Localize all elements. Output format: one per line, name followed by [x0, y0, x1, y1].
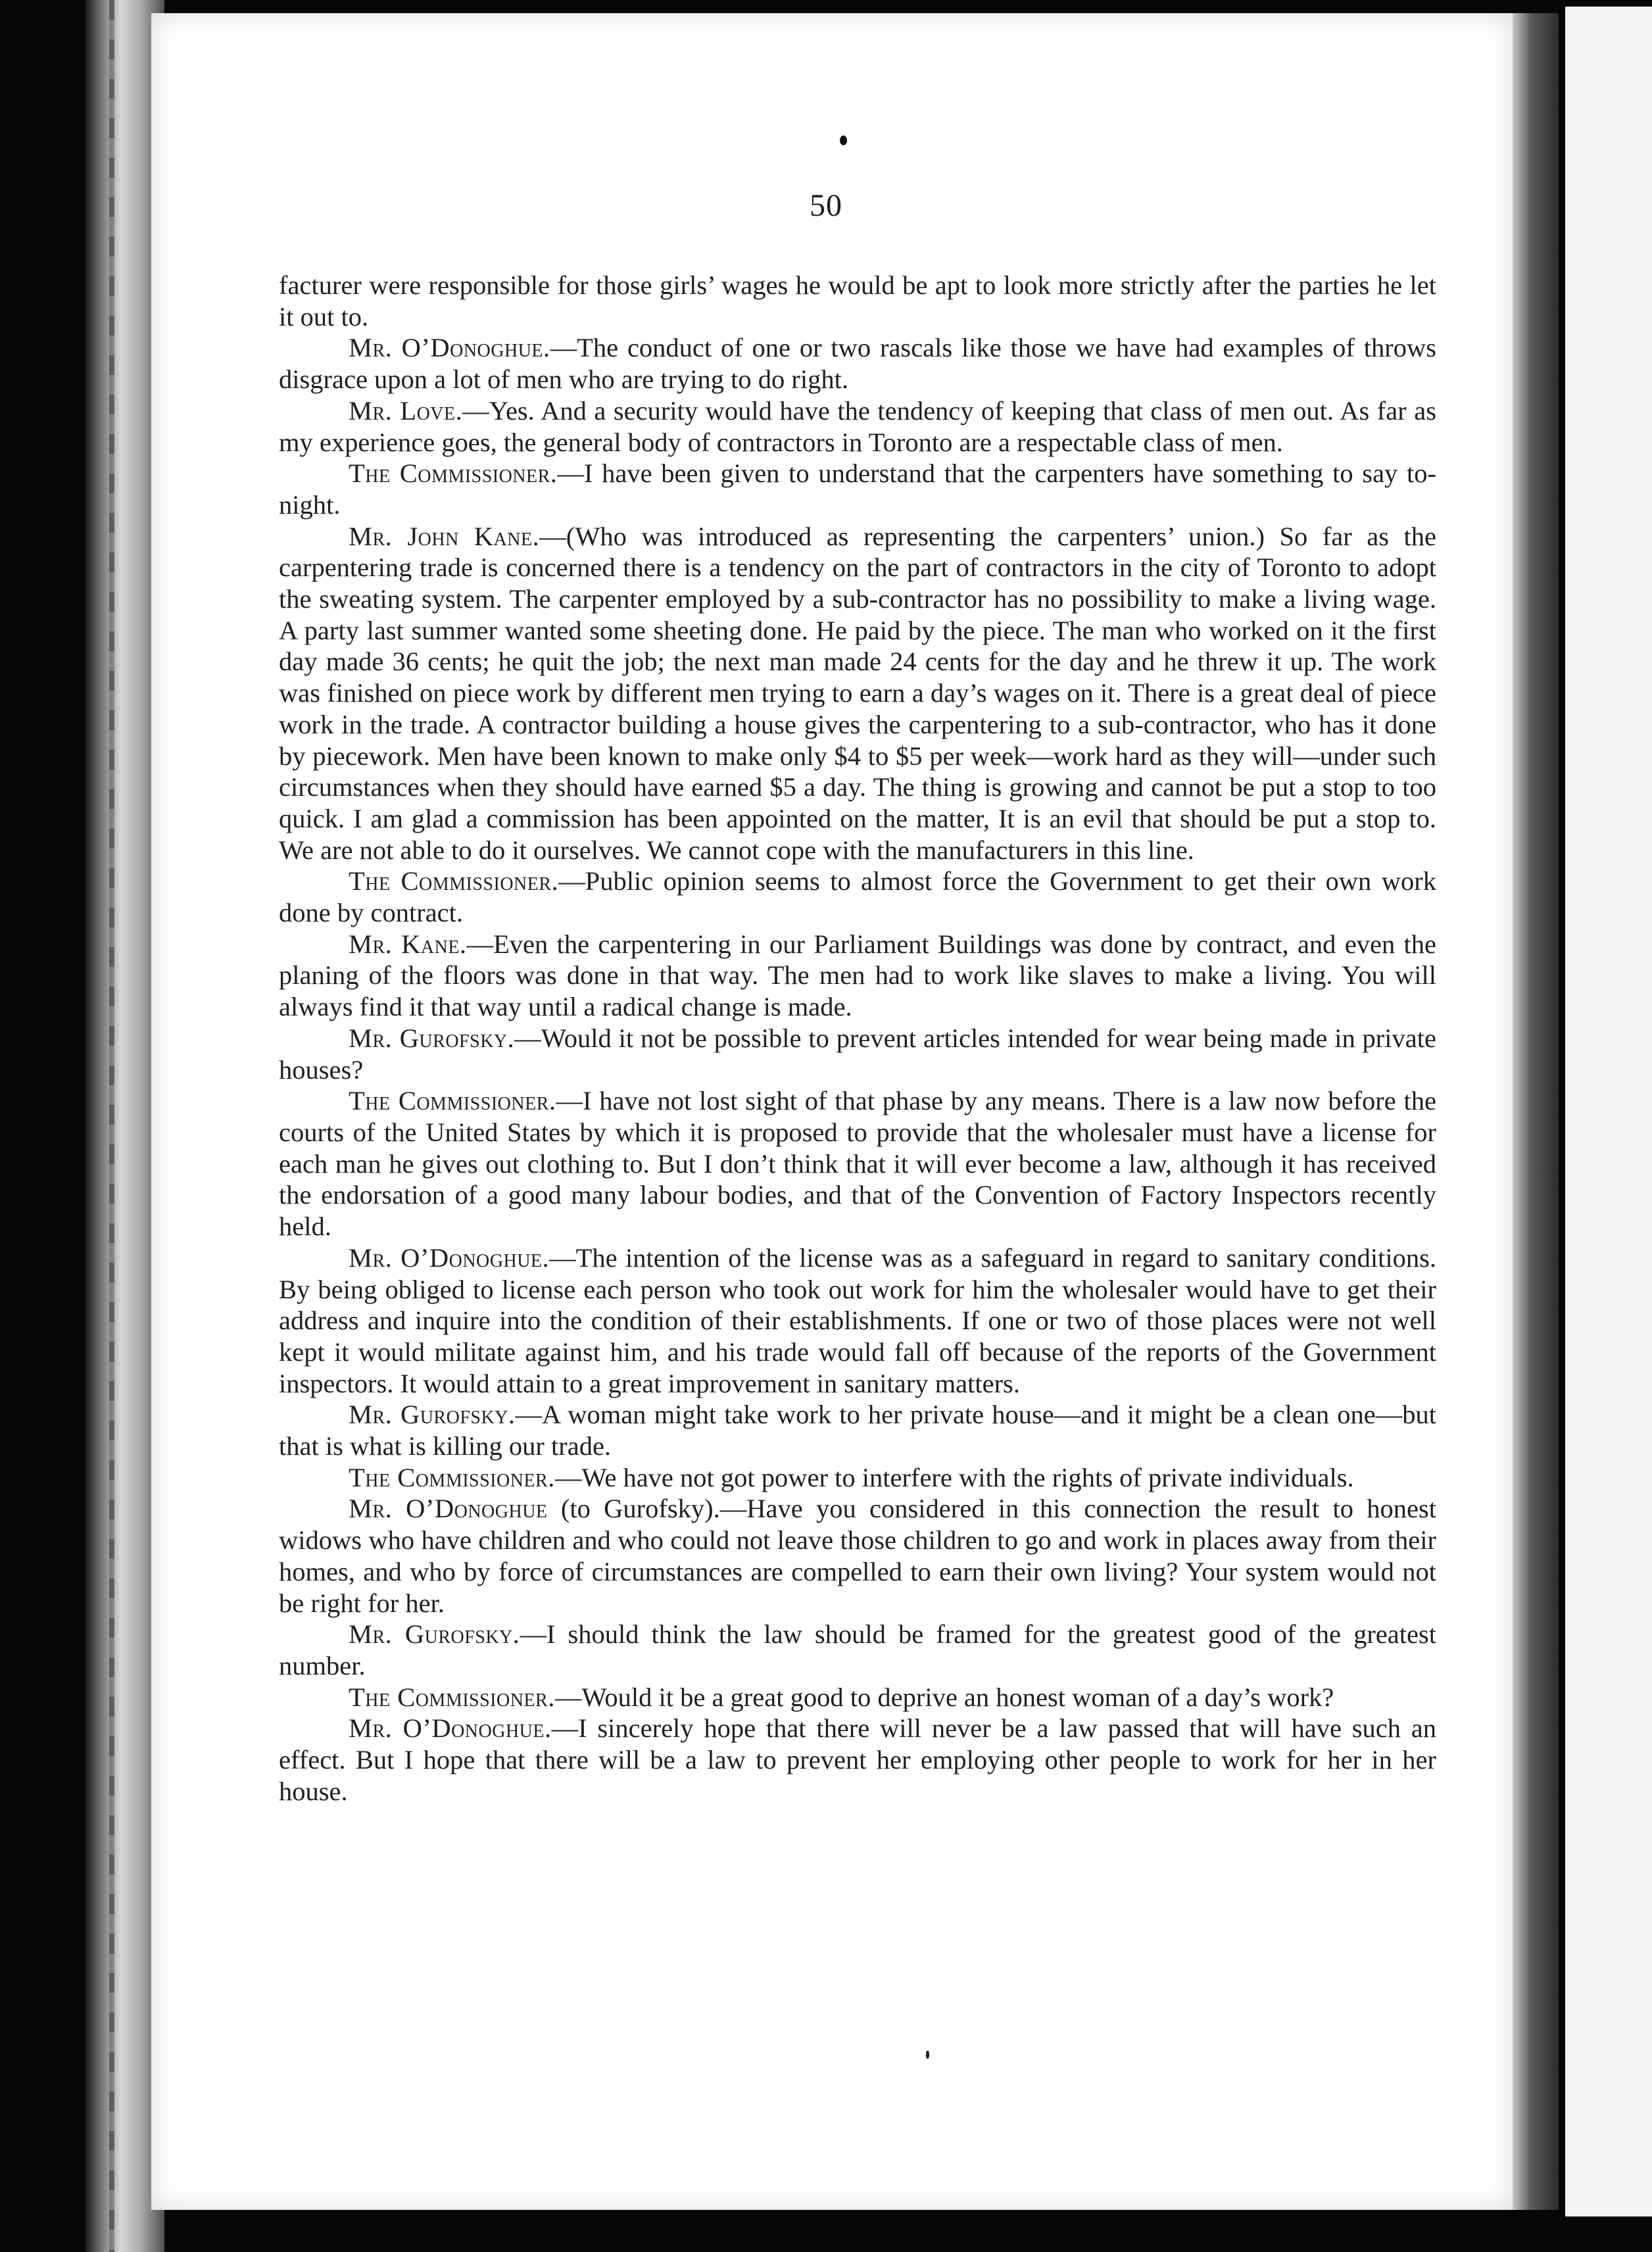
paragraph-text: —Would it be a great good to deprive an honest woman of a day’s work?	[554, 1682, 1334, 1712]
paragraph	[279, 929, 1436, 1023]
ink-speck	[926, 2051, 929, 2059]
paragraph	[279, 1462, 1436, 1494]
speaker-name: The Commissioner.	[349, 1682, 555, 1712]
paragraph-text: —I should think the law should be framed for the greatest good of the greatest number.	[279, 1619, 1436, 1680]
paragraph	[279, 1242, 1436, 1400]
speaker-name: Mr. Kane.	[349, 929, 467, 959]
paragraph	[279, 1493, 1436, 1619]
paragraph	[279, 1023, 1436, 1085]
paragraph-text: facturer were responsible for those girls’ wages he would be apt to look more strictly after the parties he let it out to.	[279, 270, 1436, 331]
speaker-name: Mr. O’Donoghue.	[349, 333, 550, 363]
speaker-name: The Commissioner.	[349, 458, 558, 489]
page-gutter-shadow	[1513, 13, 1559, 2210]
paragraph-text: —Public opinion seems to almost force the Government to get their own work done by contract.	[279, 866, 1436, 928]
paragraph	[279, 521, 1436, 866]
paragraph-text: —I have not lost sight of that phase by any means. There is a law now before the courts of the United States by which it is proposed to provide that the wholesaler must have a license for each man he gives out clothing to. But I don’t think that it will ever become a law, although it has received the endorsation of a good many labour bodies, and that of the Convention of Factory Inspectors recently held.	[279, 1086, 1436, 1242]
paragraph	[279, 270, 1436, 332]
paragraph-text: —Yes. And a security would have the tendency of keeping that class of men out. As far as my experience goes, the general body of contractors in Toronto are a respectable class of men.	[279, 395, 1436, 457]
speaker-name: Mr. Gurofsky.	[349, 1619, 520, 1650]
paragraph-text: —The conduct of one or two rascals like those we have had examples of throws disgrace upon a lot of men who are trying to do right.	[279, 333, 1436, 395]
speaker-name: The Commissioner.	[349, 866, 559, 896]
paragraph-text: —(Who was introduced as representing the carpenters’ union.) So far as the carpentering trade is concerned there is a tendency on the part of contractors in the city of Toronto to adopt the sweating system. The carpenter employed by a sub-contractor has no possibility to make a living wage. A party last summer wanted some sheeting done. He paid by the piece. The man who worked on it the first day made 36 cents; he quit the job; the next man made 24 cents for the day and he threw it up. The work was finished on piece work by different men trying to earn a day’s wages on it. There is a great deal of piece work in the trade. A contractor building a house gives the carpentering to a sub-contractor, who has it done by piecework. Men have been known to make only $4 to $5 per week—work hard as they will—under such circumstances when they should have earned $5 a day. The thing is growing and cannot be put a stop to too quick. I am glad a commission has been appointed on the matter, It is an evil that should be put a stop to. We are not able to do it ourselves. We cannot cope with the manufacturers in this line.	[279, 521, 1436, 865]
paragraph-text: —We have not got power to interfere with the rights of private individuals.	[554, 1462, 1354, 1492]
adjacent-page-edge	[1565, 7, 1652, 2216]
speaker-name: The Commissioner.	[349, 1086, 556, 1116]
paragraph	[279, 458, 1436, 520]
transcript-body	[279, 270, 1436, 1807]
paragraph	[279, 866, 1436, 928]
paragraph	[279, 1399, 1436, 1461]
ink-speck	[840, 135, 847, 145]
paragraph-text: —Even the carpentering in our Parliament Buildings was done by contract, and even the planing of the floors was done in that way. The men had to work like slaves to make a living. You will always find it that way until a radical change is made.	[279, 929, 1436, 1022]
speaker-name: Mr. Love.	[349, 395, 463, 426]
speaker-name: Mr. Gurofsky.	[349, 1400, 516, 1430]
speaker-name: Mr. Gurofsky.	[349, 1023, 515, 1053]
paragraph	[279, 395, 1436, 458]
paragraph	[279, 1682, 1436, 1713]
paragraph	[279, 332, 1436, 395]
paragraph-text: (to Gurofsky).—Have you considered in this connection the result to honest widows who have children and who could not leave those children to go and work in places away from their homes, and who by force of circumstances are compelled to earn their own living? Your system would not be right for her.	[279, 1494, 1436, 1618]
paragraph-text: —Would it not be possible to prevent articles intended for wear being made in private houses?	[279, 1023, 1437, 1085]
paragraph	[279, 1619, 1436, 1681]
paragraph-text: —I sincerely hope that there will never be a law passed that will have such an effect. But I hope that there will be a law to prevent her employing other people to work for her in her house.	[279, 1713, 1436, 1806]
page-number: 50	[810, 188, 842, 223]
paragraph-text: —I have been given to understand that the carpenters have something to say to-night.	[279, 458, 1436, 520]
paragraph	[279, 1085, 1436, 1242]
paragraph-text: —The intention of the license was as a safeguard in regard to sanitary conditions. By being obliged to license each person who took out work for him the wholesaler would have to get their address and inquire into the condition of their establishments. If one or two of those places were not well kept it would militate against him, and his trade would fall off because of the reports of the Government inspectors. It would attain to a great improvement in sanitary matters.	[279, 1242, 1436, 1398]
speaker-name: Mr. John Kane.	[349, 521, 540, 551]
paragraph-text: —A woman might take work to her private house—and it might be a clean one—but that is what is killing our trade.	[279, 1400, 1436, 1461]
speaker-name: Mr. O’Donoghue.	[349, 1242, 550, 1273]
speaker-name: The Commissioner.	[349, 1462, 555, 1492]
speaker-name: Mr. O’Donoghue	[349, 1494, 548, 1524]
paragraph	[279, 1713, 1436, 1807]
speaker-name: Mr. O’Donoghue.	[349, 1713, 552, 1744]
